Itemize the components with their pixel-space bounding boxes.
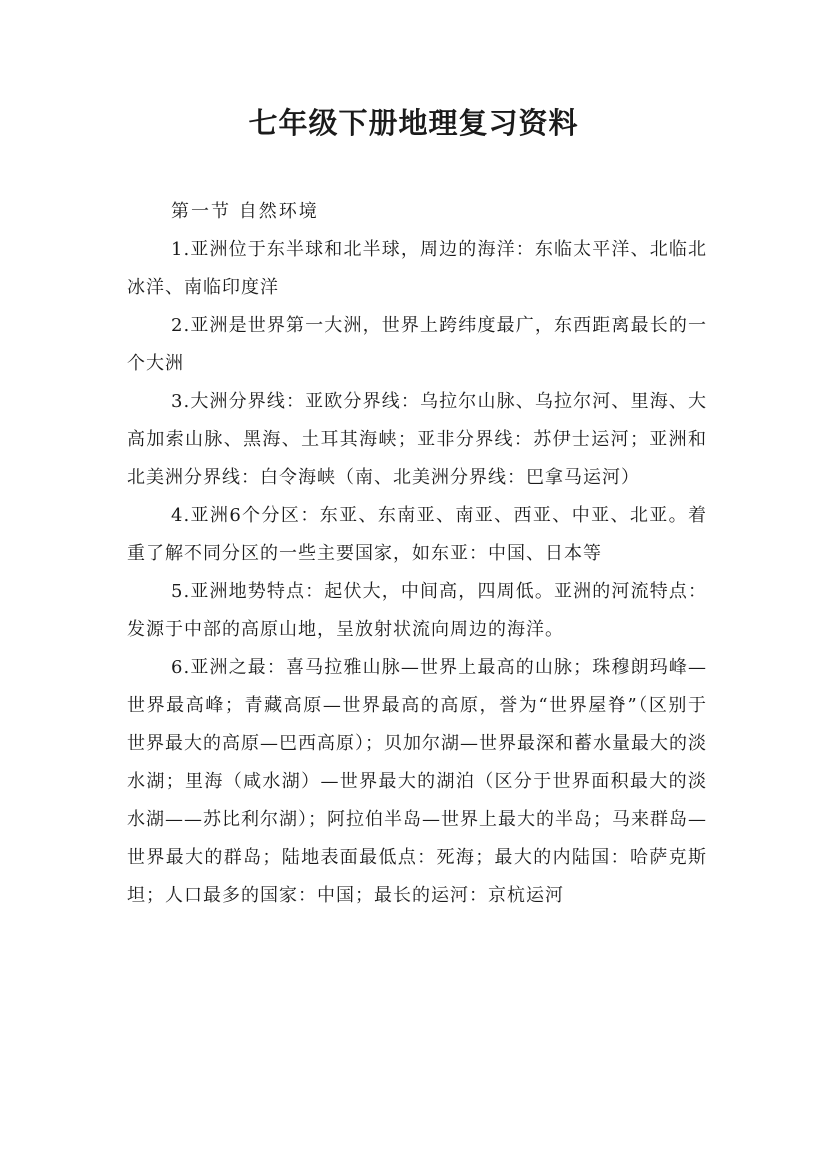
document-title: 七年级下册地理复习资料 [248,106,579,140]
section-heading: 第一节 自然环境 [171,201,319,222]
paragraph-4: 4.亚洲6个分区：东亚、东南亚、南亚、西亚、中亚、北亚。着重了解不同分区的一些主要国家，如东亚：中国、日本等 [127,505,707,564]
paragraph-5: 5.亚洲地势特点：起伏大，中间高，四周低。亚洲的河流特点：发源于中部的高原山地，呈放射状流向周边的海洋。 [127,581,707,640]
document-body [127,193,707,915]
paragraph-6: 6.亚洲之最：喜马拉雅山脉—世界上最高的山脉；珠穆朗玛峰—世界最高峰；青藏高原—世界最高的高原，誉为“世界屋脊”（区别于世界最大的高原—巴西高原）；贝加尔湖—世界最深和蓄水量最大的淡水湖；里海（咸水湖）—世界最大的湖泊（区分于世界面积最大的淡水湖——苏比利尔湖）；阿拉伯半岛—世界上最大的半岛；马来群岛—世界最大的群岛；陆地表面最低点：死海；最大的内陆国：哈萨克斯坦；人口最多的国家：中国；最长的运河：京杭运河 [127,657,707,906]
paragraph-1: 1.亚洲位于东半球和北半球，周边的海洋：东临太平洋、北临北冰洋、南临印度洋 [127,239,707,298]
paragraph-2: 2.亚洲是世界第一大洲，世界上跨纬度最广，东西距离最长的一个大洲 [127,315,707,374]
paragraph-3: 3.大洲分界线：亚欧分界线：乌拉尔山脉、乌拉尔河、里海、大高加索山脉、黑海、土耳其海峡；亚非分界线：苏伊士运河；亚洲和北美洲分界线：白令海峡（南、北美洲分界线：巴拿马运河） [127,391,707,488]
